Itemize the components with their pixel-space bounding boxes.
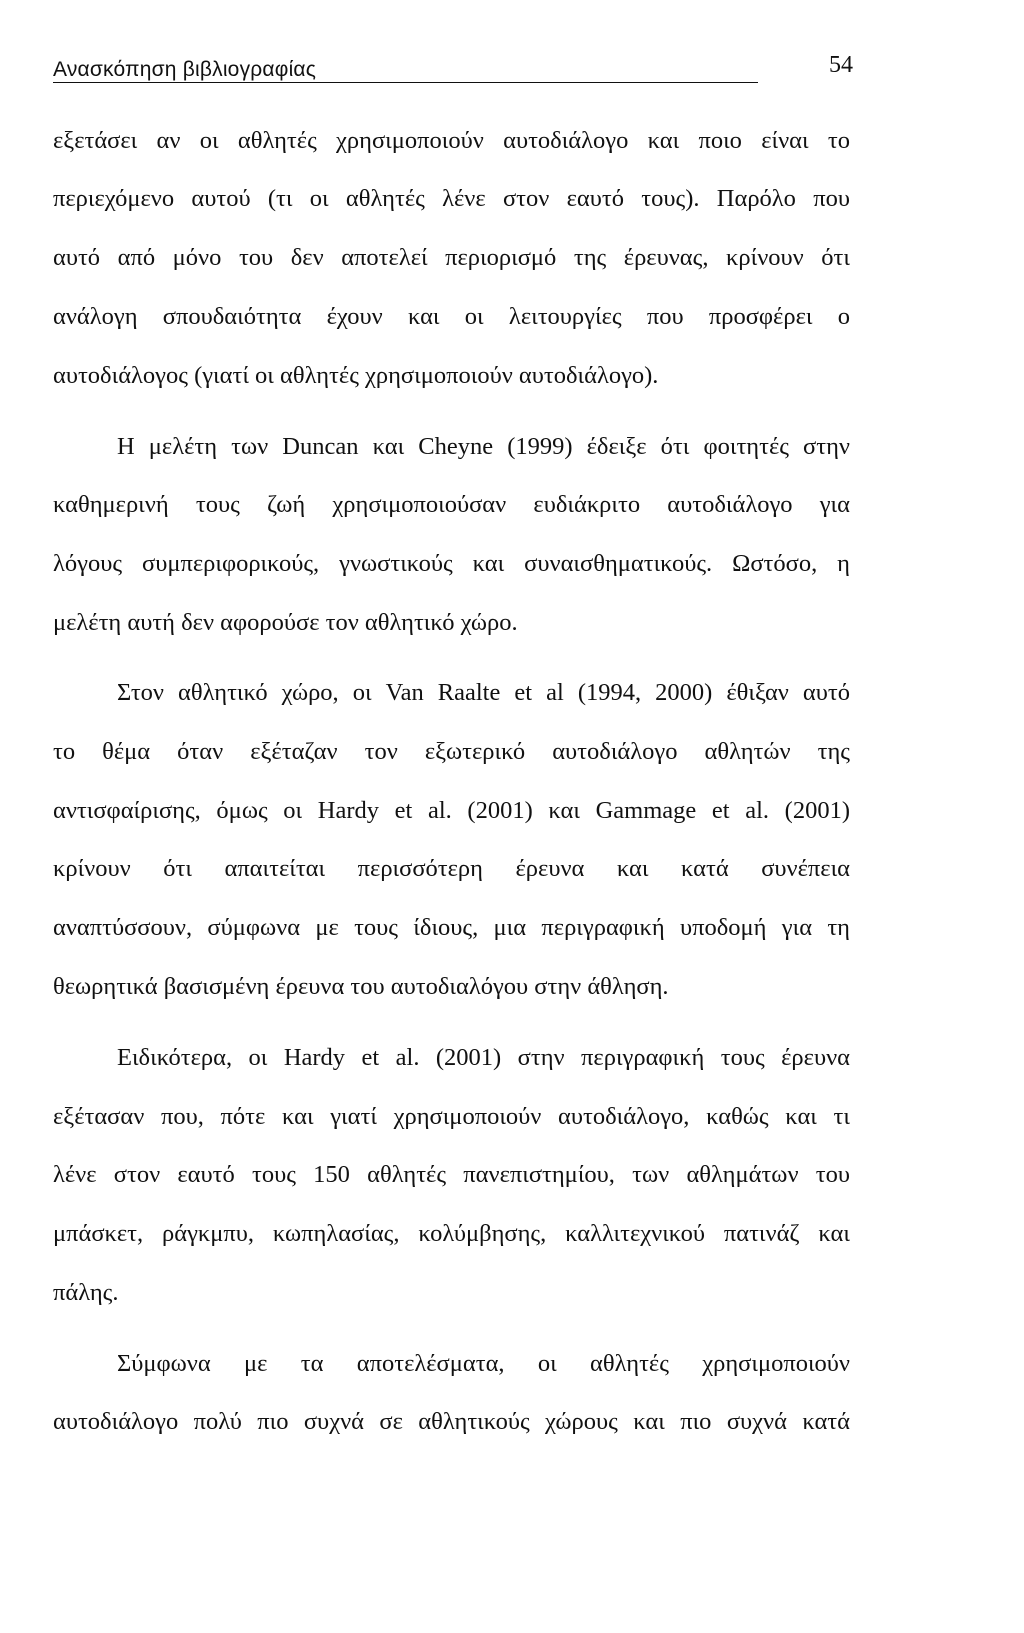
text-line: ανάλογη σπουδαιότητα έχουν και οι λειτουργίες που προσφέρει ο: [53, 303, 850, 330]
text-line: Ειδικότερα, οι Hardy et al. (2001) στην περιγραφική τους έρευνα: [117, 1044, 850, 1071]
text-line: Σύμφωνα με τα αποτελέσματα, οι αθλητές χρησιμοποιούν: [117, 1350, 850, 1377]
text-line: λένε στον εαυτό τους 150 αθλητές πανεπιστημίου, των αθλημάτων του: [53, 1161, 850, 1188]
text-line: θεωρητικά βασισμένη έρευνα του αυτοδιαλόγου στην άθληση.: [53, 973, 669, 1000]
header-rule: [53, 82, 758, 83]
text-line: λόγους συμπεριφορικούς, γνωστικούς και συναισθηματικούς. Ωστόσο, η: [53, 550, 850, 577]
text-line: Στον αθλητικό χώρο, οι Van Raalte et al (1994, 2000) έθιξαν αυτό: [117, 679, 850, 706]
text-line: αναπτύσσουν, σύμφωνα με τους ίδιους, μια περιγραφική υποδομή για τη: [53, 914, 850, 941]
text-line: το θέμα όταν εξέταζαν τον εξωτερικό αυτοδιάλογο αθλητών της: [53, 738, 850, 765]
text-line: μπάσκετ, ράγκμπυ, κωπηλασίας, κολύμβησης, καλλιτεχνικού πατινάζ και: [53, 1220, 850, 1247]
text-line: αυτό από μόνο του δεν αποτελεί περιορισμό της έρευνας, κρίνουν ότι: [53, 244, 850, 271]
text-line: εξέτασαν που, πότε και γιατί χρησιμοποιούν αυτοδιάλογο, καθώς και τι: [53, 1103, 850, 1130]
text-line: κρίνουν ότι απαιτείται περισσότερη έρευνα και κατά συνέπεια: [53, 855, 850, 882]
text-line: πάλης.: [53, 1279, 119, 1306]
text-line: αυτοδιάλογος (γιατί οι αθλητές χρησιμοποιούν αυτοδιάλογο).: [53, 362, 659, 389]
text-line: εξετάσει αν οι αθλητές χρησιμοποιούν αυτοδιάλογο και ποιο είναι το: [53, 127, 850, 154]
text-line: αυτοδιάλογο πολύ πιο συχνά σε αθλητικούς χώρους και πιο συχνά κατά: [53, 1408, 850, 1435]
running-header: [53, 50, 853, 86]
text-line: περιεχόμενο αυτού (τι οι αθλητές λένε στον εαυτό τους). Παρόλο που: [53, 185, 850, 212]
text-line: Η μελέτη των Duncan και Cheyne (1999) έδειξε ότι φοιτητές στην: [117, 433, 850, 460]
text-line: αντισφαίρισης, όμως οι Hardy et al. (2001) και Gammage et al. (2001): [53, 797, 850, 824]
text-line: καθημερινή τους ζωή χρησιμοποιούσαν ευδιάκριτο αυτοδιάλογο για: [53, 491, 850, 518]
text-line: μελέτη αυτή δεν αφορούσε τον αθλητικό χώρο.: [53, 609, 518, 636]
page-number: 54: [829, 52, 853, 78]
header-title: Ανασκόπηση βιβλιογραφίας: [53, 58, 317, 81]
